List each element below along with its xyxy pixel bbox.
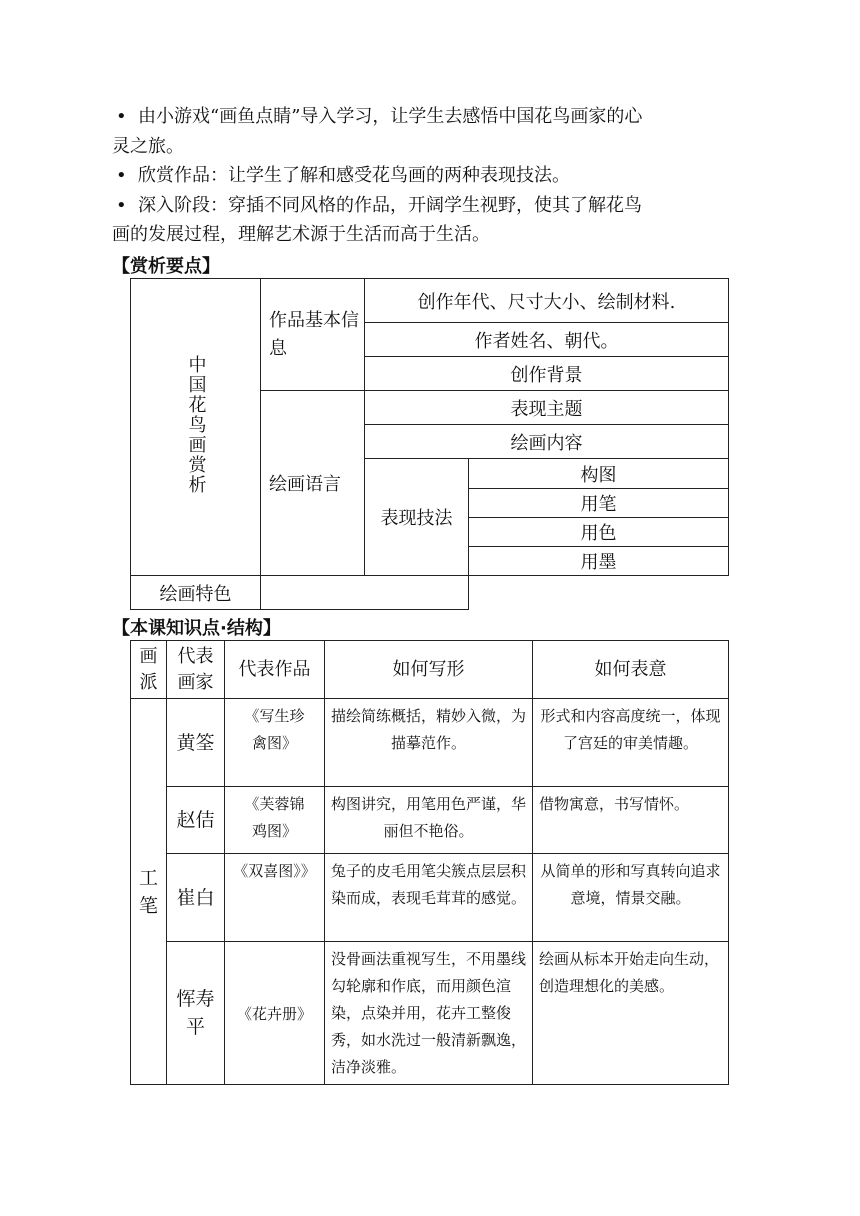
table-row [131,854,729,942]
bullet-item [112,191,732,221]
bullet-icon: • [116,194,127,216]
header-meaning: 如何表意 [533,641,729,699]
bullet-text: 画的发展过程，理解艺术源于生活而高于生活。 [112,224,490,245]
table-row [131,699,729,787]
bullet-item [112,161,732,191]
structure-table [130,640,729,1085]
technique-label: 表现技法 [365,459,469,576]
table-row [131,787,729,854]
bullet-text: 灵之旅。 [112,135,184,157]
lang-item: 表现主题 [365,391,729,425]
bullet-text: 由小游戏“画鱼点睛”导入学习，让学生去感悟中国花鸟画家的心 [138,106,643,127]
painter-name: 黄筌 [167,699,225,787]
basic-info-label: 作品基本信息 [261,279,365,391]
bullet-continuation [112,132,732,162]
form-desc: 兔子的皮毛用笔尖簇点层层积染而成，表现毛茸茸的感觉。 [325,854,533,942]
painter-name: 崔白 [167,854,225,942]
technique-item: 用笔 [469,489,729,518]
meaning-desc: 绘画从标本开始走向生动，创造理想化的美感。 [533,942,729,1085]
section-heading-structure: 【本课知识点·结构】 [112,618,281,639]
header-form: 如何写形 [325,641,533,699]
feature-value [261,576,469,610]
bullet-text: 欣赏作品：让学生了解和感受花鸟画的两种表现技法。 [138,165,570,186]
row-label-cell [131,279,261,576]
basic-item: 创作年代、尺寸大小、绘制材料. [365,279,729,323]
meaning-desc: 从简单的形和写真转向追求意境，情景交融。 [533,854,729,942]
row-label: 中国花鸟画赏析 [185,354,207,495]
meaning-desc: 借物寓意，书写情怀。 [533,787,729,854]
work-title: 《芙蓉锦鸡图》 [225,787,325,854]
painter-name: 赵佶 [167,787,225,854]
analysis-table [130,278,729,610]
bullet-icon: • [116,106,127,127]
header-school: 画派 [131,641,167,699]
bullet-continuation [112,220,732,250]
bullet-item [112,102,732,132]
lang-item: 绘画内容 [365,425,729,459]
header-work: 代表作品 [225,641,325,699]
basic-item: 创作背景 [365,357,729,391]
header-painter: 代表画家 [167,641,225,699]
form-desc: 构图讲究，用笔用色严谨，华丽但不艳俗。 [325,787,533,854]
basic-item: 作者姓名、朝代。 [365,323,729,357]
intro-bullets [112,102,732,250]
work-title: 《花卉册》 [225,942,325,1085]
form-desc: 描绘简练概括，精妙入微，为描摹范作。 [325,699,533,787]
bullet-text: 深入阶段：穿插不同风格的作品，开阔学生视野，使其了解花鸟 [138,194,642,216]
technique-item: 用墨 [469,547,729,576]
feature-label: 绘画特色 [131,576,261,610]
work-title: 《写生珍禽图》 [225,699,325,787]
form-desc: 没骨画法重视写生，不用墨线勾轮廓和作底，而用颜色渲染，点染并用，花卉工整俊秀，如水洗过一般清新飘逸，洁净淡雅。 [325,942,533,1085]
meaning-desc: 形式和内容高度统一，体现了宫廷的审美情趣。 [533,699,729,787]
lang-label: 绘画语言 [261,391,365,576]
school-cell: 工笔 [131,699,167,1085]
section-heading-analysis: 【赏析要点】 [112,256,220,277]
technique-item: 构图 [469,459,729,489]
work-title: 《双喜图》》 [225,854,325,942]
painter-name: 恽寿平 [167,942,225,1085]
bullet-icon: • [116,165,127,186]
technique-item: 用色 [469,518,729,547]
table-row [131,942,729,1085]
